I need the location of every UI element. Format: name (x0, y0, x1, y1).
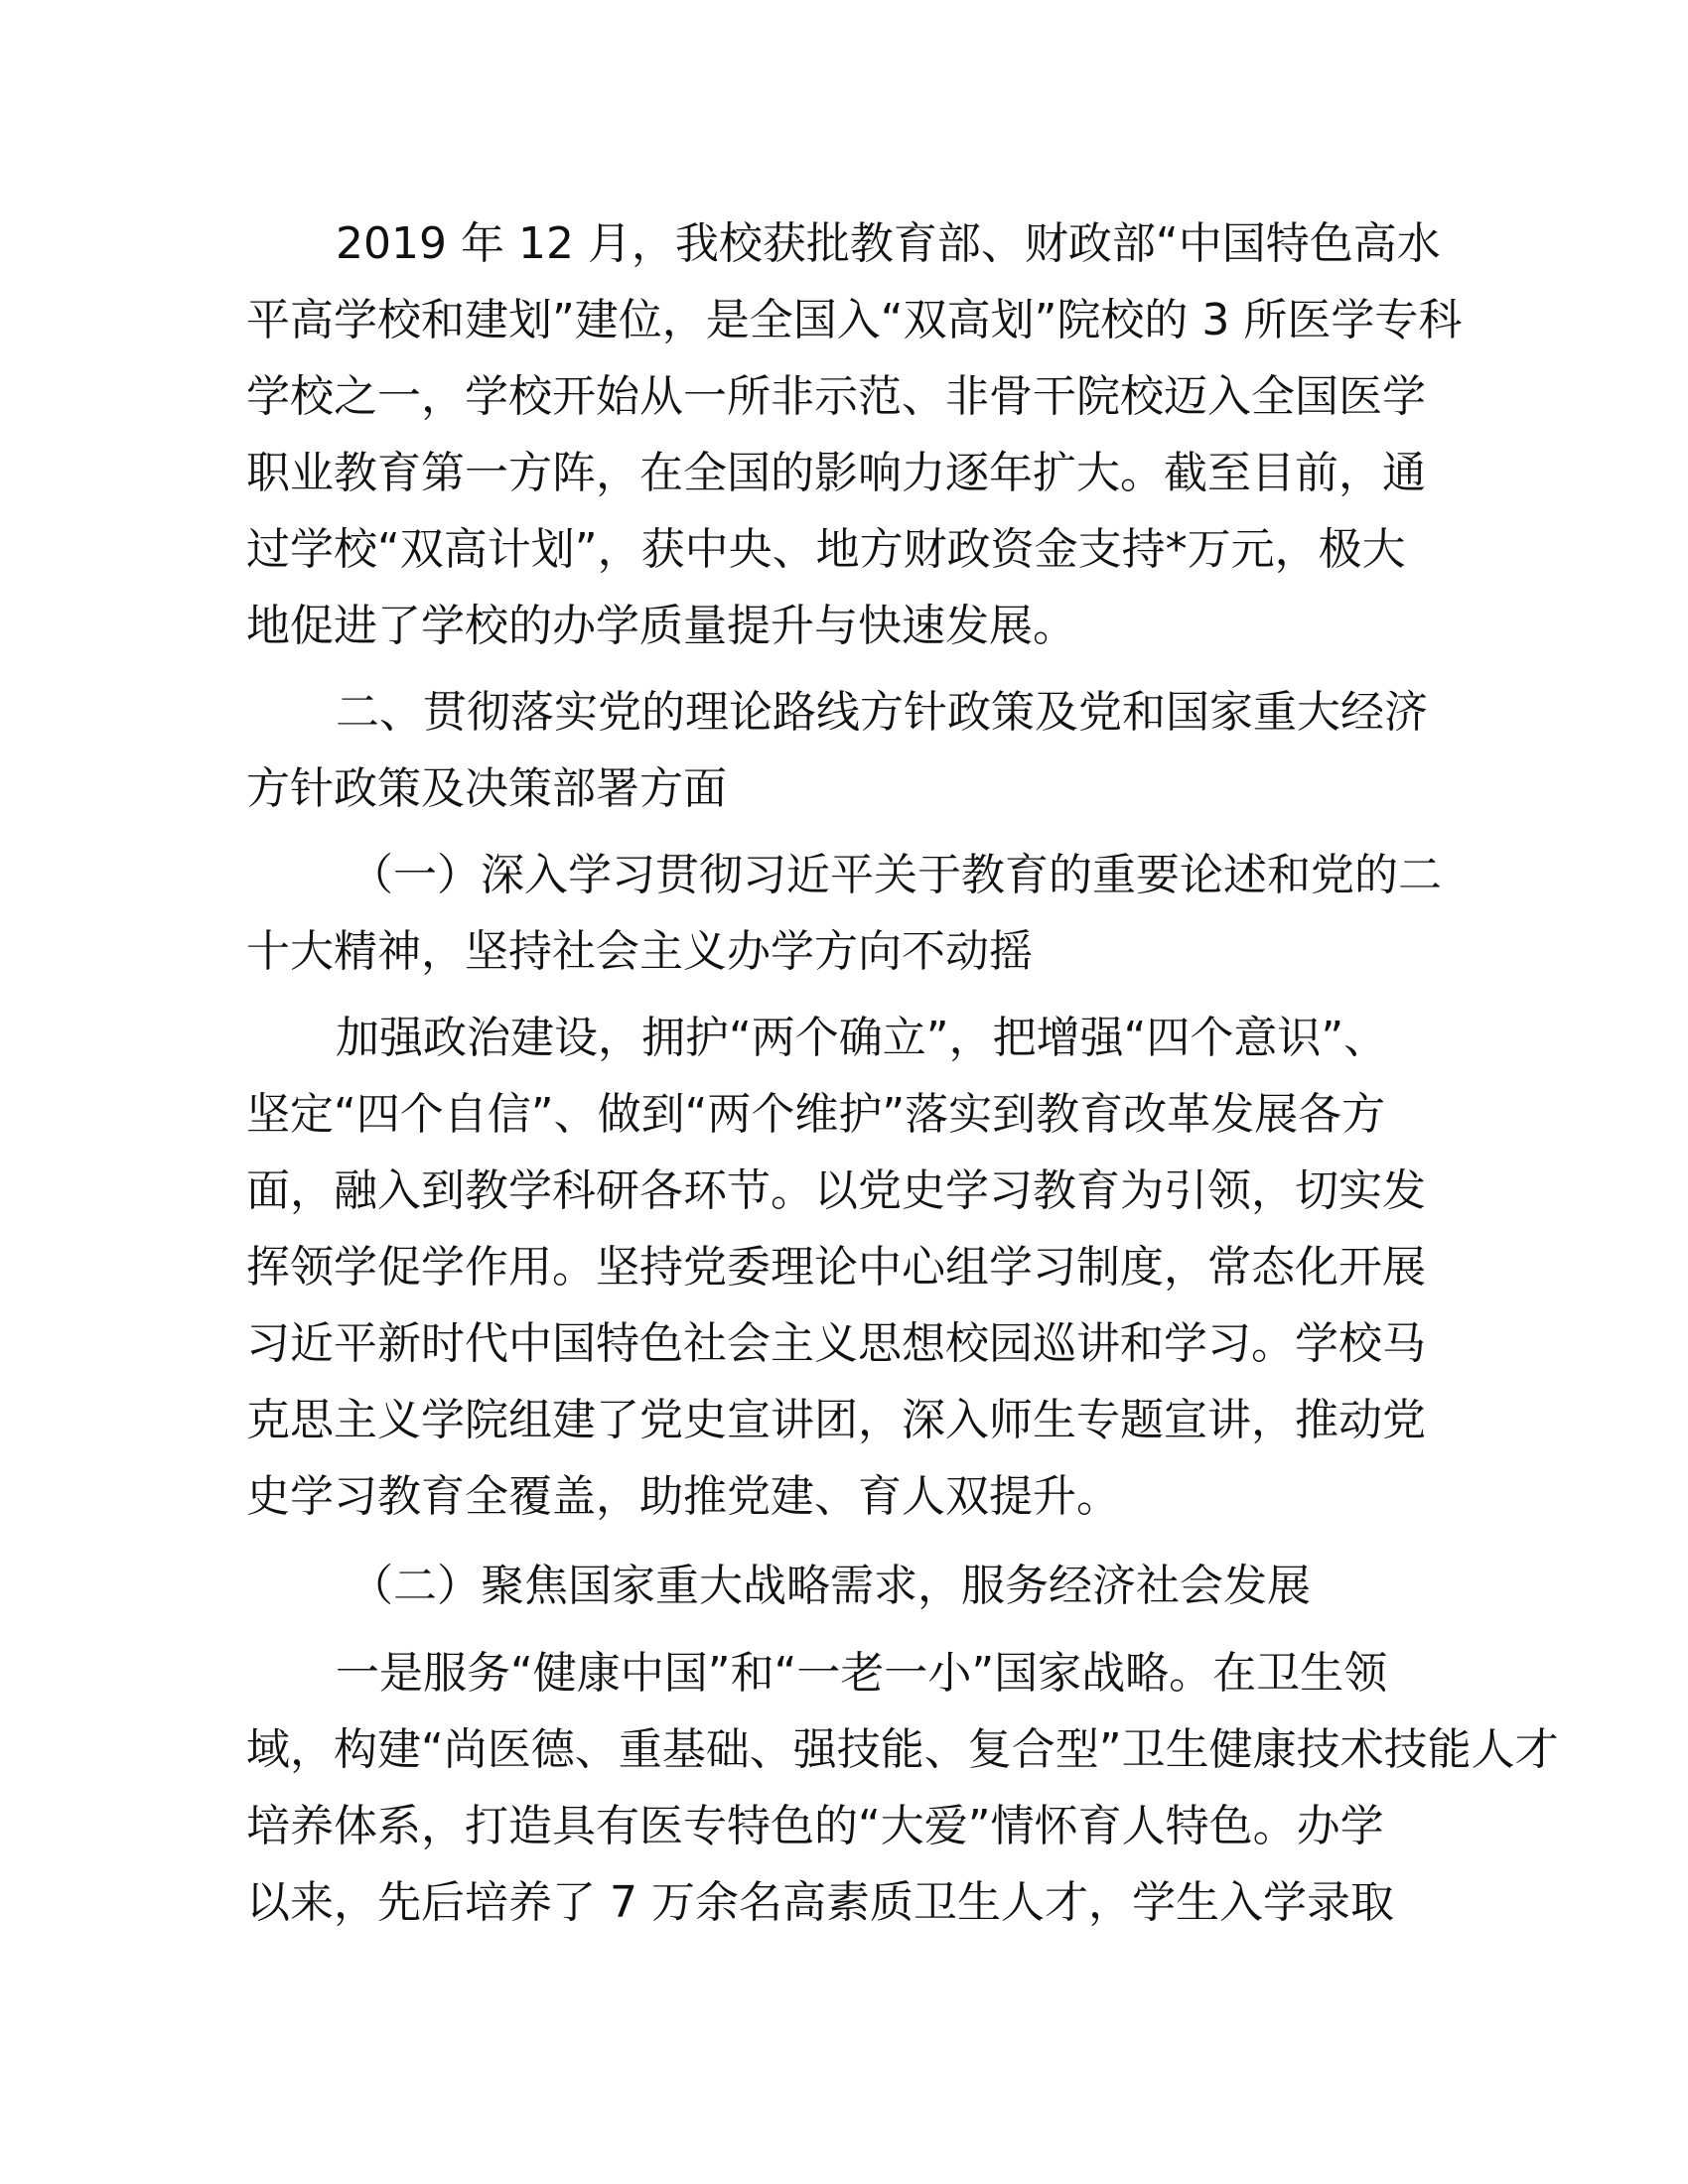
section-heading-line-1: 二、贯彻落实党的理论路线方针政策及党和国家重大经济 (336, 687, 1428, 738)
paragraph-2-line-6: 克思主义学院组建了党史宣讲团，深入师生专题宣讲，推动党 (246, 1395, 1426, 1445)
subheading-1-line-1: （一）深入学习贯彻习近平关于教育的重要论述和党的二 (350, 850, 1442, 900)
paragraph-1-line-4: 职业教育第一方阵，在全国的影响力逐年扩大。截至目前，通 (246, 448, 1426, 498)
paragraph-2-line-7: 史学习教育全覆盖，助推党建、育人双提升。 (246, 1471, 1120, 1522)
paragraph-1-line-6: 地促进了学校的办学质量提升与快速发展。 (246, 601, 1076, 651)
paragraph-1-line-3: 学校之一，学校开始从一所非示范、非骨干院校迈入全国医学 (246, 371, 1426, 422)
paragraph-1-line-5: 过学校“双高计划”，获中央、地方财政资金支持*万元，极大 (246, 524, 1406, 575)
subheading-2-line-1: （二）聚焦国家重大战略需求，服务经济社会发展 (350, 1561, 1311, 1611)
paragraph-3-line-3: 培养体系，打造具有医专特色的“大爱”情怀育人特色。办学 (246, 1801, 1384, 1851)
paragraph-2-line-3: 面，融入到教学科研各环节。以党史学习教育为引领，切实发 (246, 1165, 1426, 1216)
paragraph-3-line-2: 域，构建“尚医德、重基础、强技能、复合型”卫生健康技术技能人才 (246, 1724, 1559, 1775)
paragraph-3-line-4: 以来，先后培养了 7 万余名高素质卫生人才，学生入学录取 (246, 1877, 1394, 1928)
paragraph-2-line-1: 加强政治建设，拥护“两个确立”，把增强“四个意识”、 (336, 1013, 1388, 1063)
section-heading-line-2: 方针政策及决策部署方面 (246, 763, 727, 814)
paragraph-2-line-4: 挥领学促学作用。坚持党委理论中心组学习制度，常态化开展 (246, 1242, 1426, 1293)
subheading-1-line-2: 十大精神，坚持社会主义办学方向不动摇 (246, 926, 1033, 977)
paragraph-1-line-2: 平高学校和建划”建位，是全国入“双高划”院校的 3 所医学专科 (246, 295, 1463, 345)
paragraph-3-line-1: 一是服务“健康中国”和“一老一小”国家战略。在卫生领 (336, 1648, 1388, 1699)
paragraph-2-line-2: 坚定“四个自信”、做到“两个维护”落实到教育改革发展各方 (246, 1089, 1386, 1140)
paragraph-1-line-1: 2019 年 12 月，我校获批教育部、财政部“中国特色高水 (336, 218, 1441, 269)
paragraph-2-line-5: 习近平新时代中国特色社会主义思想校园巡讲和学习。学校马 (246, 1318, 1426, 1369)
